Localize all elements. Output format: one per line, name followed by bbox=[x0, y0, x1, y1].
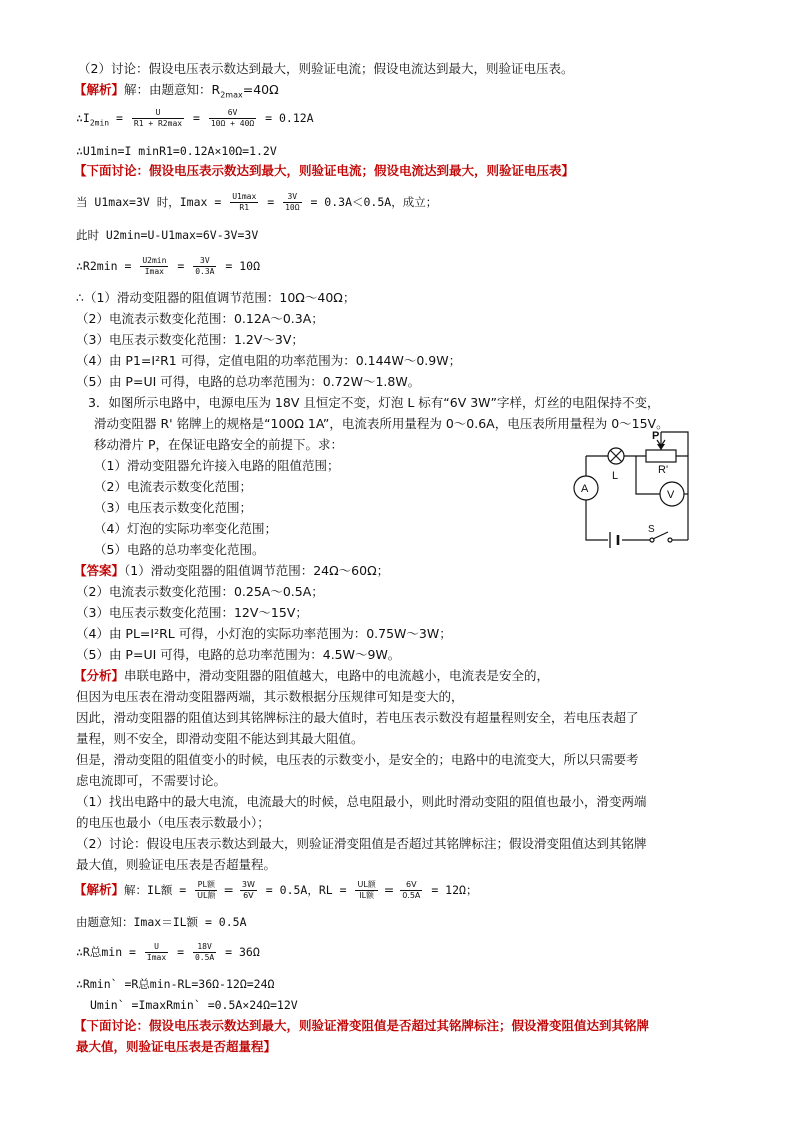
result-2: （2）电流表示数变化范围：0.12A～0.3A； bbox=[76, 311, 324, 326]
question-3-item-1: （1）滑动变阻器允许接入电路的阻值范围； bbox=[94, 458, 340, 473]
result-3: （3）电压表示数变化范围：1.2V～3V； bbox=[76, 332, 304, 347]
wire bbox=[661, 432, 688, 456]
analysis-line: 【解析】解：由题意知：$R_{2max}=40\Omega$ bbox=[74, 82, 279, 100]
formula-r2min: ∴R2min = $\frac{U2\min}{Imax}$ = $\frac{3V}{0.3A}$ = 10Ω bbox=[76, 256, 260, 276]
question-3-item-5: （5）电路的总功率变化范围。 bbox=[94, 542, 265, 557]
label-p: P bbox=[652, 430, 660, 442]
fraction: $\frac{\text{UL额}}{\text{IL额}}$ bbox=[357, 880, 376, 900]
formula-u1min: ∴U1min=I minR1=0.12A×10Ω=1.2V bbox=[76, 144, 277, 158]
solution-2: 由题意知：Imax＝IL额 = 0.5A bbox=[76, 915, 247, 929]
analysis-10: 最大值，则验证电压表是否超量程。 bbox=[76, 857, 277, 872]
label-l: L bbox=[612, 470, 619, 482]
analysis-4: 量程，则不安全，即滑动变阻不能达到其最大阻值。 bbox=[76, 731, 364, 746]
fraction: $\frac{U1\max}{R1}$ bbox=[232, 192, 257, 212]
answer-3: （3）电压表示数变化范围：12V～15V； bbox=[76, 605, 308, 620]
fraction: $\frac{3W}{6V}$ bbox=[241, 880, 255, 900]
solution-1: 【解析】解：IL额 = $\frac{\text{PL额}}{\text{UL额}}$ = $\frac{3W}{6V}$ = 0.5A，RL = $\frac{\text{UL额}}{\text{IL额}}$ = $\frac{6V}{0.5A}$ = 12Ω； bbox=[74, 880, 478, 900]
result-4: （4）由 P1=I²R1 可得，定值电阻的功率范围为：0.144W～0.9W； bbox=[76, 353, 462, 368]
formula-i2min: $\therefore I_{2min}$ = $\frac{U}{R1 + R2\max}$ = $\frac{6V}{10\Omega + 40\Omega}$ = 0.12A bbox=[76, 108, 314, 128]
discussion-line-1: （2）讨论：假设电压表示数达到最大，则验证电流；假设电流达到最大，则验证电压表。 bbox=[78, 61, 574, 76]
lamp-icon bbox=[608, 448, 624, 464]
label-s: S bbox=[648, 524, 655, 535]
fraction: $\frac{3V}{10\Omega}$ bbox=[285, 192, 300, 212]
fraction: $\frac{6V}{10\Omega + 40\Omega}$ bbox=[210, 108, 255, 128]
analysis-8: 的电压也最小（电压表示数最小）； bbox=[76, 815, 270, 830]
question-3-line-3: 移动滑片 P，在保证电路安全的前提下。求： bbox=[94, 437, 344, 452]
analysis-7: （1）找出电路中的最大电流，电流最大的时候，总电阻最小，则此时滑动变阻的阻值也最小，滑变两端 bbox=[76, 794, 647, 809]
answer-5: （5）由 P=UI 可得，电路的总功率范围为：4.5W～9W。 bbox=[76, 647, 401, 662]
analysis-3: 因此，滑动变阻器的阻值达到其铭牌标注的最大值时，若电压表示数没有超量程则安全，若电压表超了 bbox=[76, 710, 639, 725]
label-a: A bbox=[581, 483, 589, 495]
discussion-heading: 【下面讨论：假设电压表示数达到最大，则验证电流；假设电流达到最大，则验证电压表】 bbox=[74, 163, 575, 178]
final-discussion-2: 最大值，则验证电压表是否超量程】 bbox=[76, 1039, 277, 1054]
analysis-5: 但是，滑动变阻的阻值变小的时候，电压表的示数变小，是安全的；电路中的电流变大，所以只需要考 bbox=[76, 752, 639, 767]
question-3-item-3: （3）电压表示数变化范围； bbox=[94, 500, 252, 515]
wire bbox=[586, 500, 608, 540]
label-v: V bbox=[667, 489, 675, 501]
fraction: $\frac{U}{R1 + R2\max}$ bbox=[133, 108, 183, 128]
solution-5: Umin` =ImaxRmin` =0.5A×24Ω=12V bbox=[90, 998, 298, 1012]
fraction: $\frac{3V}{0.3A}$ bbox=[195, 256, 215, 276]
circuit-diagram bbox=[572, 428, 702, 554]
analysis-6: 虑电流即可，不需要讨论。 bbox=[76, 773, 227, 788]
answer-1: 【答案】（1）滑动变阻器的阻值调节范围：24Ω～60Ω； bbox=[74, 563, 390, 578]
formula-u2min: 此时 U2min=U-U1max=6V-3V=3V bbox=[76, 228, 259, 242]
battery-icon bbox=[610, 532, 618, 548]
final-discussion-1: 【下面讨论：假设电压表示数达到最大，则验证滑变阻值是否超过其铭牌标注；假设滑变阻值达到其铭牌 bbox=[74, 1018, 650, 1033]
question-3-line-1: 3．如图所示电路中，电源电压为 18V 且恒定不变，灯泡 L 标有“6V 3W”字样，灯丝的电阻保持不变， bbox=[88, 395, 660, 410]
question-3-item-2: （2）电流表示数变化范围； bbox=[94, 479, 252, 494]
label-r: R' bbox=[658, 464, 669, 476]
result-1: ∴（1）滑动变阻器的阻值调节范围：10Ω～40Ω； bbox=[76, 290, 356, 305]
analysis-1: 【分析】串联电路中，滑动变阻器的阻值越大，电路中的电流越小，电流表是安全的， bbox=[74, 668, 550, 683]
fraction: $\frac{18V}{0.5A}$ bbox=[194, 942, 215, 962]
analysis-2: 但因为电压表在滑动变阻器两端，其示数根据分压规律可知是变大的， bbox=[76, 689, 464, 704]
fraction: $\frac{U}{Imax}$ bbox=[146, 942, 167, 962]
question-3-item-4: （4）灯泡的实际功率变化范围； bbox=[94, 521, 277, 536]
fraction: $\frac{6V}{0.5A}$ bbox=[402, 880, 421, 900]
result-5: （5）由 P=UI 可得，电路的总功率范围为：0.72W～1.8W。 bbox=[76, 374, 421, 389]
fraction: $\frac{U2\min}{Imax}$ bbox=[142, 256, 167, 276]
solution-4: ∴Rmin` =R总min-RL=36Ω-12Ω=24Ω bbox=[76, 977, 275, 991]
analysis-9: （2）讨论：假设电压表示数达到最大，则验证滑变阻值是否超过其铭牌标注；假设滑变阻值达到其铭牌 bbox=[76, 836, 647, 851]
answer-4: （4）由 PL=I²RL 可得，小灯泡的实际功率范围为：0.75W～3W； bbox=[76, 626, 452, 641]
answer-2: （2）电流表示数变化范围：0.25A～0.5A； bbox=[76, 584, 324, 599]
solution-3: ∴R总min = $\frac{U}{Imax}$ = $\frac{18V}{0.5A}$ = 36Ω bbox=[76, 942, 260, 962]
fraction: $\frac{\text{PL额}}{\text{UL额}}$ bbox=[197, 880, 216, 900]
formula-imax: 当 U1max=3V 时，Imax = $\frac{U1\max}{R1}$ = $\frac{3V}{10\Omega}$ = 0.3A＜0.5A，成立； bbox=[76, 192, 438, 212]
question-3-line-2: 滑动变阻器 R' 铭牌上的规格是“100Ω 1A”，电流表所用量程为 0～0.6A，电压表所用量程为 0～15V。 bbox=[94, 416, 669, 431]
